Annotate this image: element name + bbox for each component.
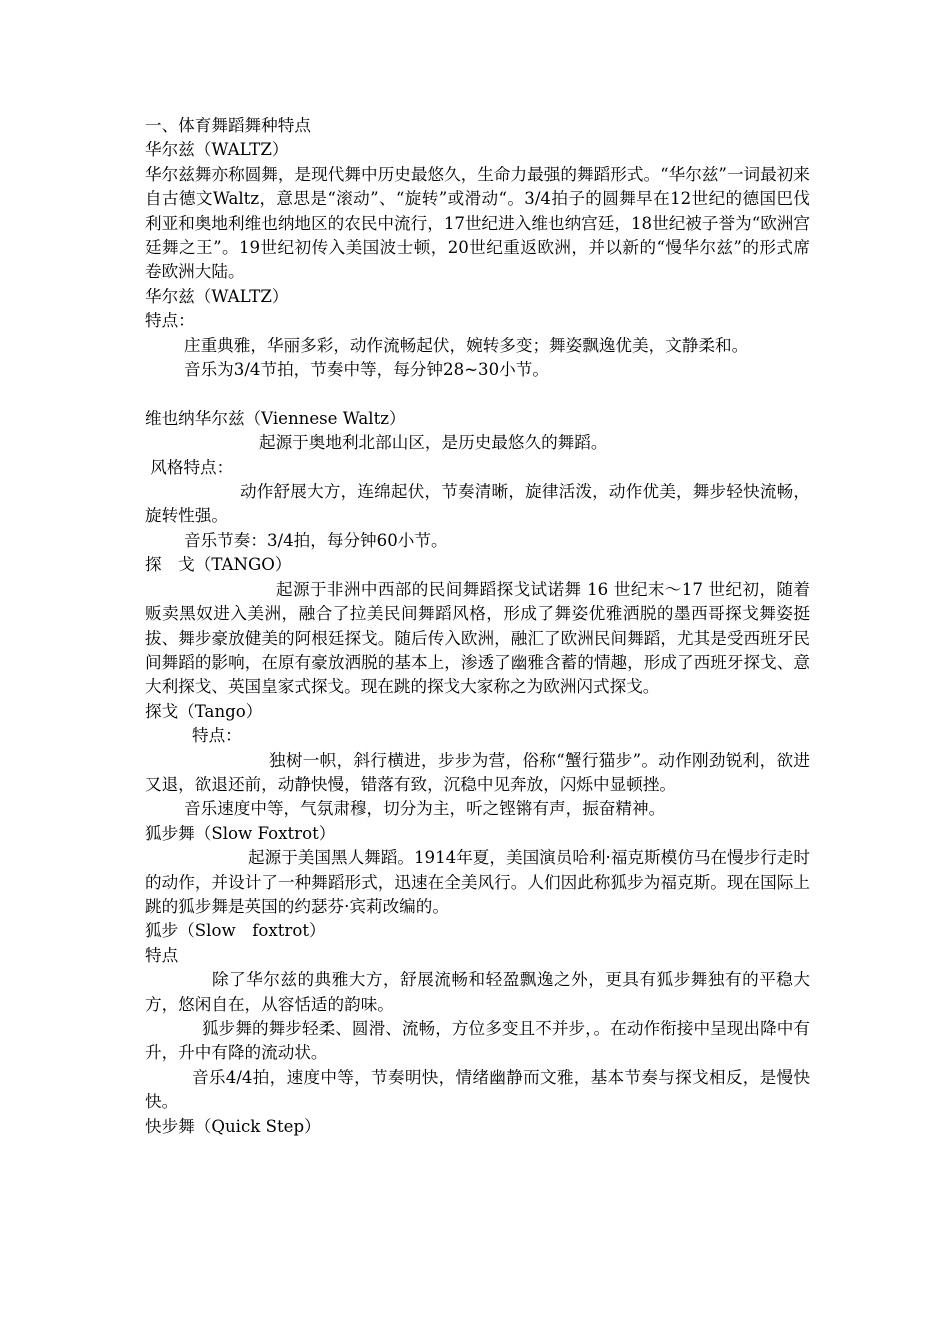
document-page: [145, 114, 810, 1139]
waltz-title-repeat: 华尔兹（WALTZ）: [145, 286, 289, 306]
foxtrot-feature-music: 音乐4/4拍，速度中等，节奏明快，情绪幽静而文雅，基本节奏与探戈相反，是慢快快。: [145, 1067, 810, 1112]
waltz-title: 华尔兹（WALTZ）: [145, 140, 289, 160]
tango-feature-music: 音乐速度中等，气氛肃穆，切分为主，听之铿锵有声，振奋精神。: [184, 799, 666, 819]
waltz-features-label: 特点：: [145, 311, 195, 331]
viennese-origin: 起源于奥地利北部山区，是历史最悠久的舞蹈。: [259, 433, 608, 453]
waltz-intro-paragraph: 华尔兹舞亦称圆舞，是现代舞中历史最悠久，生命力最强的舞蹈形式。“华尔兹”一词最初来自古德文Waltz，意思是“滚动”、“旋转”或滑动“。3/4拍子的圆舞早在12世纪的德国巴伐利亚和奥地利维也纳地区的农民中流行，17世纪进入维也纳宫廷，18世纪被子誉为“欧洲宫廷舞之王”。19世纪初传入美国波士顿，20世纪重返欧洲，并以新的“慢华尔兹”的形式席卷欧洲大陆。: [145, 164, 810, 282]
tango-features-label: 特点：: [192, 726, 242, 746]
waltz-feature-music: 音乐为3/4节拍，节奏中等，每分钟28~30小节。: [184, 360, 549, 380]
viennese-title: 维也纳华尔兹（Viennese Waltz）: [145, 408, 406, 428]
tango-title: 探 戈（TANGO）: [145, 555, 292, 575]
viennese-style-label: 风格特点：: [145, 457, 234, 477]
viennese-music: 音乐节奏：3/4拍，每分钟60小节。: [184, 530, 448, 550]
foxtrot-title-repeat: 狐步（Slow foxtrot）: [145, 921, 326, 941]
section-heading: 一、体育舞蹈舞种特点: [145, 116, 311, 135]
foxtrot-feature-steps: 狐步舞的舞步轻柔、圆滑、流畅，方位多变且不并步，。在动作衔接中呈现出降中有升，升中有降的流动状。: [145, 1019, 810, 1063]
viennese-style-paragraph: 动作舒展大方，连绵起伏，节奏清晰，旋律活泼，动作优美，舞步轻快流畅，旋转性强。: [145, 482, 810, 526]
foxtrot-title: 狐步舞（Slow Foxtrot）: [145, 823, 336, 843]
foxtrot-feature-style: 除了华尔兹的典雅大方，舒展流畅和轻盈飘逸之外，更具有狐步舞独有的平稳大方，悠闲自在，从容恬适的韵味。: [145, 970, 810, 1014]
tango-origin-paragraph: 起源于非洲中西部的民间舞蹈探戈试诺舞 16 世纪末～17 世纪初，随着贩卖黑奴进入美洲，融合了拉美民间舞蹈风格，形成了舞姿优雅洒脱的墨西哥探戈舞姿挺拔、舞步豪放健美的阿根廷探戈。随后传入欧洲，融汇了欧洲民间舞蹈，尤其是受西班牙民间舞蹈的影响，在原有豪放洒脱的基本上，渗透了幽雅含蓄的情趣，形成了西班牙探戈、意大利探戈、英国皇家式探戈。现在跳的探戈大家称之为欧洲闪式探戈。: [145, 579, 810, 697]
blank-line: [145, 382, 810, 406]
foxtrot-features-label: 特点: [145, 945, 179, 965]
waltz-feature-style: 庄重典雅，华丽多彩，动作流畅起伏，婉转多变；舞姿飘逸优美，文静柔和。: [184, 335, 749, 355]
tango-feature-style: 独树一帜，斜行横进，步步为营，俗称“蟹行猫步”。动作刚劲锐利，欲进又退，欲退还前，动静快慢，错落有致，沉稳中见奔放，闪烁中显顿挫。: [145, 750, 810, 794]
quickstep-title: 快步舞（Quick Step）: [145, 1116, 321, 1136]
foxtrot-origin-paragraph: 起源于美国黑人舞蹈。1914年夏，美国演员哈利·福克斯模仿马在慢步行走时的动作，并设计了一种舞蹈形式，迅速在全美风行。人们因此称狐步为福克斯。现在国际上跳的狐步舞是英国的约瑟芬·宾莉改编的。: [145, 848, 810, 916]
tango-title-repeat: 探戈（Tango）: [145, 701, 263, 721]
